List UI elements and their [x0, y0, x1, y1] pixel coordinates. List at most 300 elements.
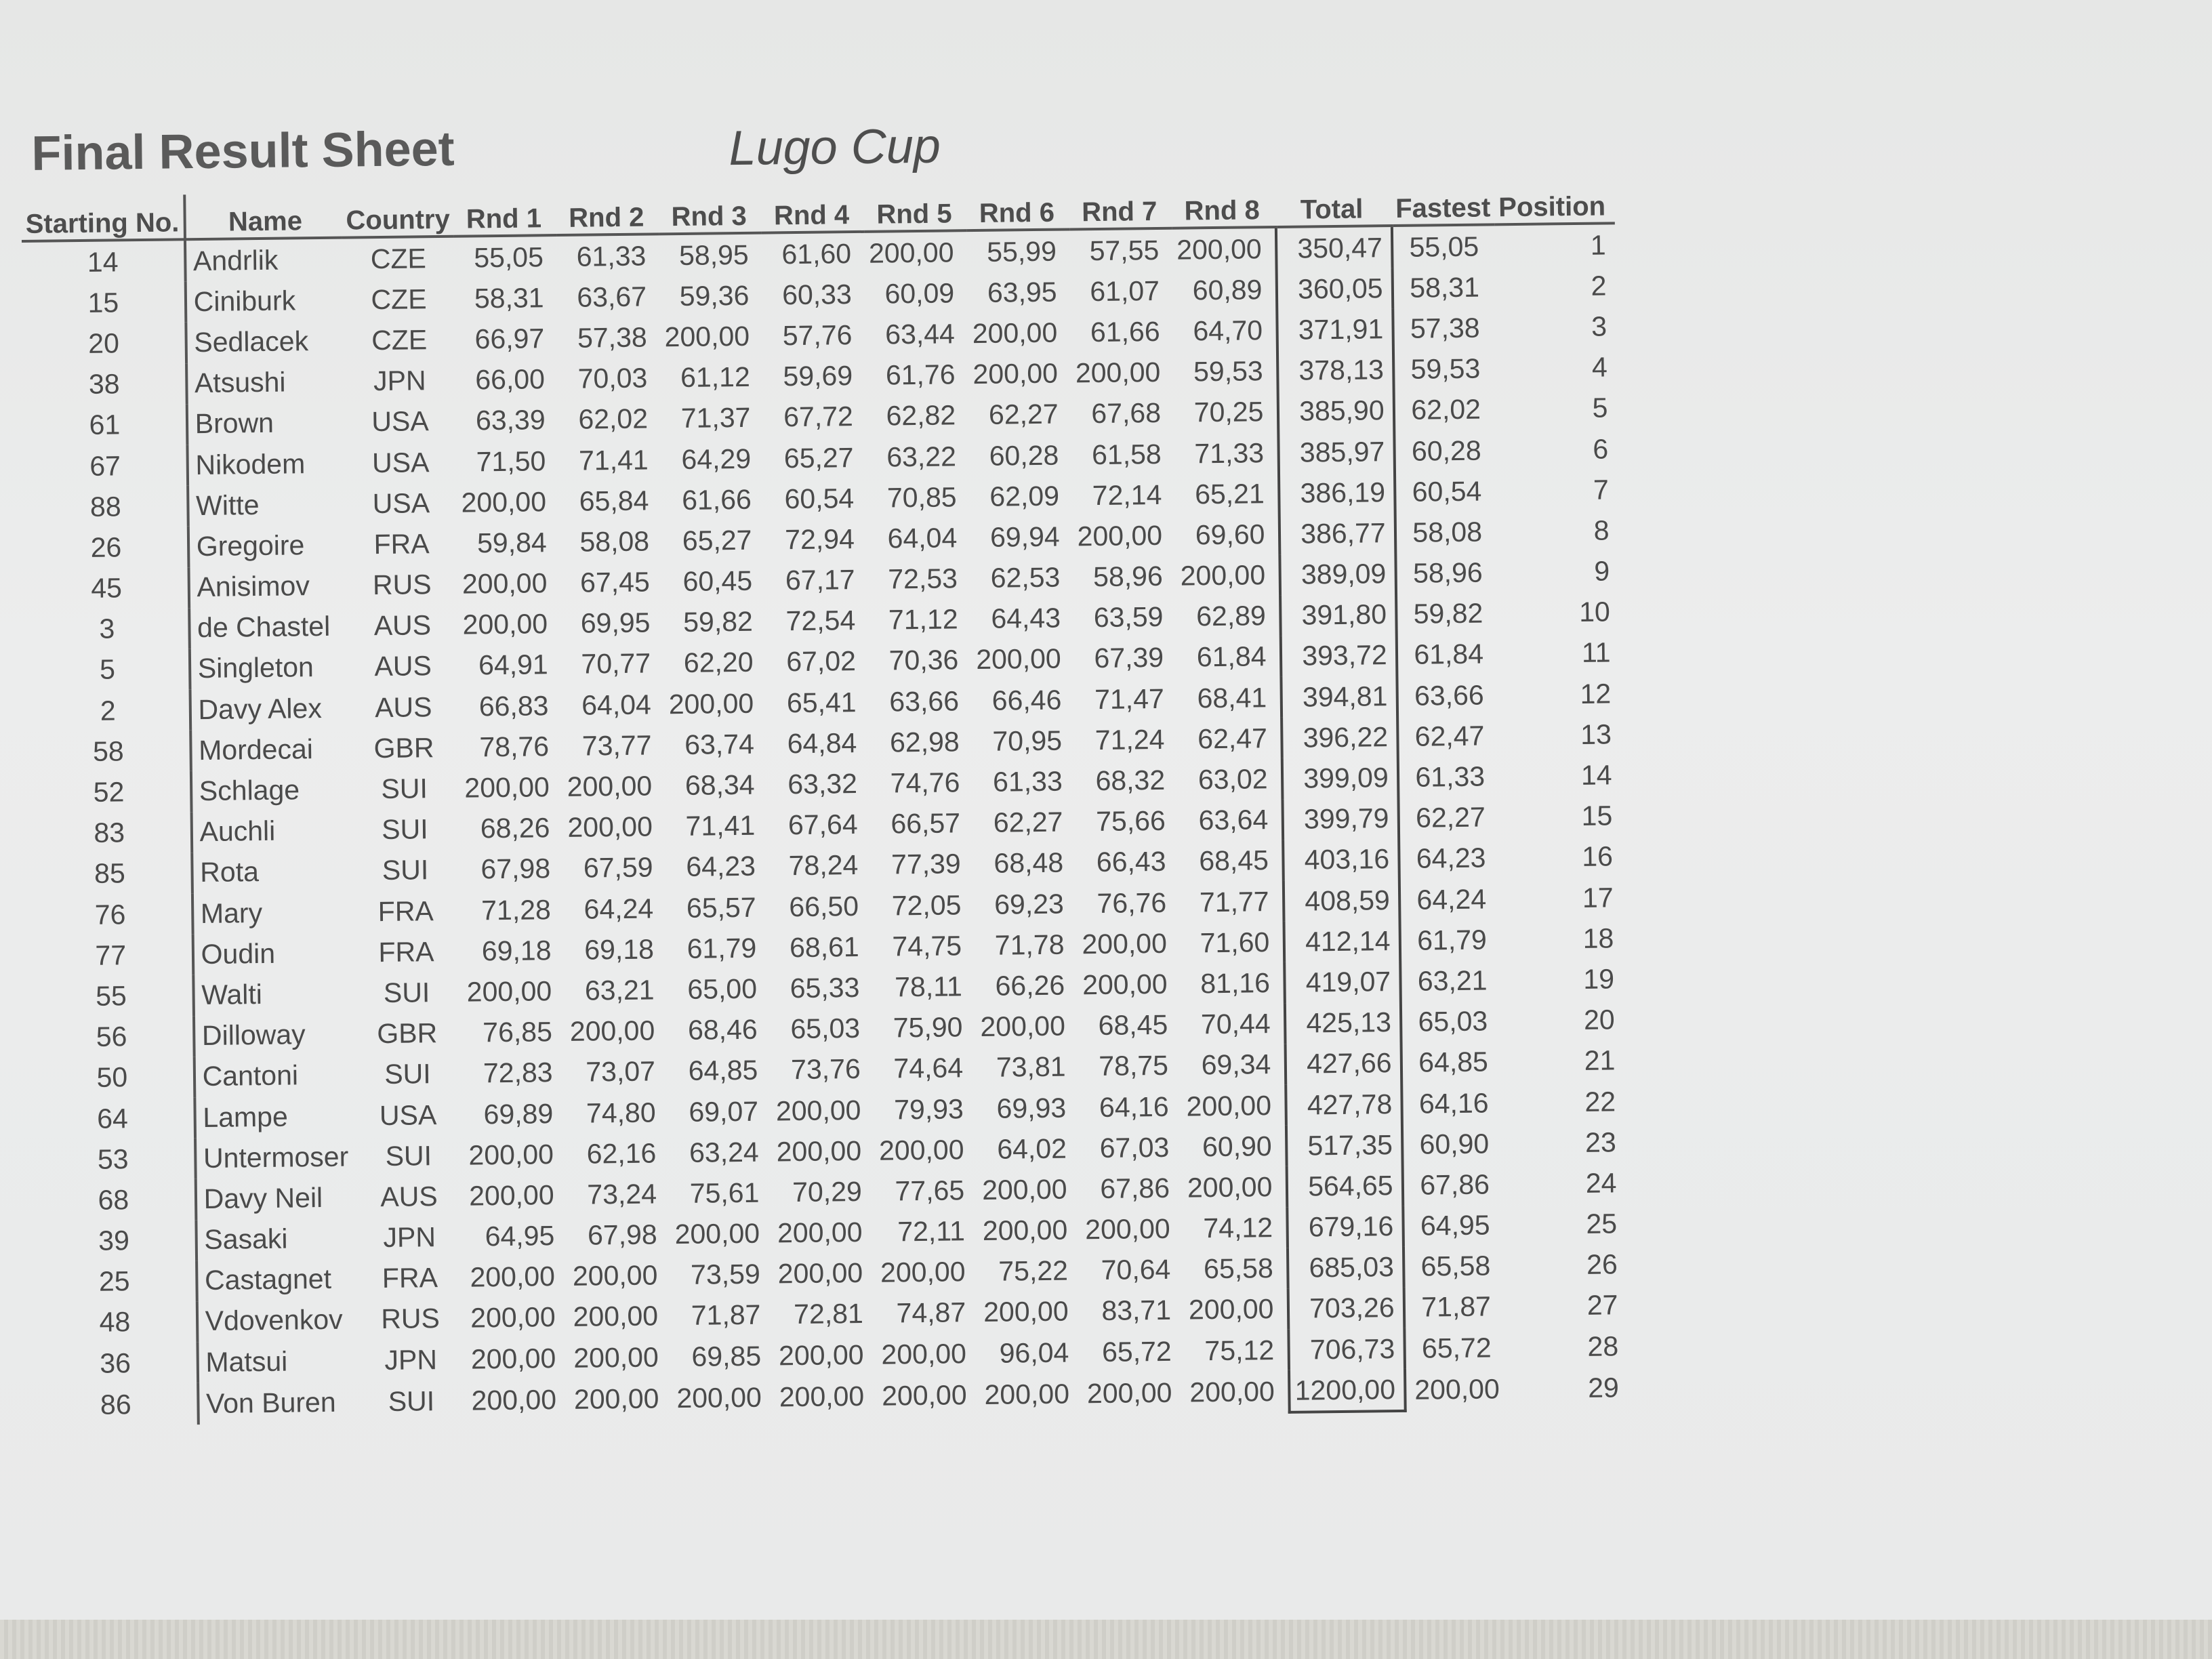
cell-name: Castagnet [204, 1263, 332, 1296]
cell-rnd-6: 200,00 [983, 1296, 1069, 1328]
cell-rnd-3: 75,61 [689, 1176, 760, 1209]
cell-rnd-5: 72,53 [888, 562, 958, 595]
cell-rnd-6: 66,46 [991, 684, 1062, 716]
cell-rnd-4: 72,54 [785, 605, 856, 637]
cell-rnd-7: 200,00 [1075, 356, 1161, 389]
cell-country: CZE [370, 242, 427, 274]
cell-total: 350,47 [1276, 226, 1392, 269]
cell-starting-no: 3 [26, 608, 189, 651]
cell-rnd-6: 200,00 [972, 316, 1058, 350]
cell-position: 6 [1593, 432, 1609, 465]
cell-total: 399,09 [1282, 757, 1398, 799]
cell-rnd-4: 200,00 [779, 1380, 865, 1413]
cell-rnd-7: 67,68 [1091, 397, 1162, 430]
cell-name: Dilloway [201, 1019, 306, 1052]
cell-country: AUS [374, 650, 432, 682]
cell-rnd-8: 60,90 [1202, 1130, 1272, 1163]
cell-total: 394,81 [1282, 676, 1397, 718]
cell-rnd-6: 71,78 [994, 928, 1065, 961]
column-header-rnd-4: Rnd 4 [762, 187, 865, 233]
column-header-rnd-7: Rnd 7 [1069, 184, 1172, 230]
cell-position: 13 [1580, 718, 1612, 750]
cell-total: 386,77 [1279, 512, 1395, 554]
cell-starting-no: 53 [32, 1138, 195, 1181]
cell-rnd-3: 64,85 [688, 1054, 758, 1087]
cell-rnd-5: 200,00 [881, 1379, 967, 1412]
cell-rnd-8: 74,12 [1203, 1212, 1273, 1244]
cell-rnd-4: 200,00 [776, 1134, 862, 1168]
cell-starting-no: 83 [28, 812, 192, 855]
cell-rnd-6: 66,26 [995, 969, 1065, 1002]
cell-position: 8 [1593, 514, 1610, 546]
cell-rnd-5: 75,90 [893, 1011, 963, 1044]
cell-rnd-6: 64,02 [997, 1132, 1067, 1165]
cell-fastest: 63,66 [1414, 679, 1484, 712]
cell-total: 419,07 [1285, 961, 1401, 1003]
cell-rnd-8: 65,58 [1203, 1252, 1273, 1285]
cell-total: 378,13 [1277, 350, 1393, 392]
cell-rnd-7: 66,43 [1096, 846, 1166, 878]
cell-rnd-1: 200,00 [468, 1179, 554, 1212]
cell-name: Auchli [199, 815, 276, 848]
cell-rnd-2: 69,18 [584, 933, 655, 966]
cell-rnd-8: 59,53 [1193, 355, 1263, 388]
cell-rnd-3: 200,00 [668, 687, 754, 720]
cell-country: AUS [380, 1181, 438, 1212]
cell-rnd-1: 64,95 [485, 1220, 555, 1252]
cell-position: 24 [1585, 1167, 1617, 1199]
cell-rnd-8: 69,34 [1201, 1048, 1271, 1081]
cell-rnd-1: 200,00 [461, 485, 547, 518]
cell-fastest: 61,33 [1415, 760, 1486, 793]
cell-rnd-1: 66,83 [478, 689, 549, 722]
cell-rnd-5: 63,44 [884, 318, 956, 350]
cell-rnd-4: 57,76 [782, 319, 853, 352]
cell-rnd-5: 66,57 [890, 807, 961, 840]
cell-rnd-8: 200,00 [1187, 1171, 1273, 1204]
cell-starting-no: 88 [24, 485, 188, 528]
cell-rnd-5: 62,98 [889, 726, 960, 758]
cell-rnd-2: 73,77 [581, 729, 652, 762]
cell-rnd-6: 200,00 [972, 357, 1059, 390]
cell-rnd-1: 55,05 [474, 241, 544, 274]
cell-rnd-8: 60,89 [1192, 274, 1263, 306]
cell-rnd-5: 70,85 [886, 481, 957, 514]
cell-rnd-4: 67,17 [785, 564, 855, 596]
cell-rnd-5: 74,76 [890, 766, 960, 799]
cell-rnd-3: 200,00 [664, 320, 750, 353]
cell-rnd-7: 200,00 [1086, 1376, 1172, 1410]
cell-fastest: 64,24 [1416, 883, 1487, 916]
cell-position: 23 [1584, 1126, 1616, 1158]
cell-rnd-2: 67,45 [579, 566, 651, 598]
cell-position: 10 [1578, 596, 1611, 628]
cell-rnd-1: 78,76 [479, 731, 550, 763]
cell-rnd-4: 200,00 [777, 1216, 863, 1249]
cell-country: AUS [373, 609, 432, 642]
cell-fastest: 63,21 [1417, 964, 1488, 997]
cell-rnd-3: 63,24 [689, 1136, 759, 1168]
cell-rnd-3: 59,82 [682, 606, 754, 638]
column-header-position: Position [1494, 178, 1616, 224]
cell-rnd-8: 81,16 [1200, 967, 1271, 1000]
cell-position: 16 [1582, 840, 1614, 873]
cell-position: 18 [1582, 922, 1614, 954]
cell-rnd-4: 200,00 [777, 1257, 863, 1290]
cell-rnd-2: 200,00 [569, 1015, 655, 1048]
cell-name: Vdovenkov [205, 1304, 343, 1337]
cell-rnd-1: 69,89 [483, 1097, 554, 1130]
cell-rnd-6: 200,00 [982, 1214, 1068, 1247]
cell-position: 21 [1584, 1044, 1616, 1077]
cell-starting-no: 14 [22, 239, 185, 283]
cell-fastest: 61,79 [1416, 924, 1488, 956]
cell-country: USA [371, 446, 430, 478]
cell-fastest: 62,27 [1415, 801, 1486, 834]
cell-starting-no: 61 [24, 404, 187, 447]
cell-rnd-2: 200,00 [573, 1382, 659, 1415]
cell-position: 11 [1581, 636, 1611, 669]
cell-starting-no: 38 [23, 363, 186, 406]
cell-rnd-3: 61,79 [687, 932, 757, 964]
cell-country: SUI [381, 813, 428, 846]
cell-country: FRA [382, 1262, 438, 1294]
results-table [21, 178, 1629, 1428]
cell-rnd-4: 67,64 [787, 808, 858, 841]
cell-name: Nikodem [195, 447, 306, 480]
cell-rnd-5: 78,11 [894, 970, 963, 1003]
cell-name: Schlage [199, 774, 300, 807]
cell-rnd-8: 65,21 [1194, 477, 1265, 510]
cell-rnd-6: 200,00 [980, 1010, 1066, 1043]
cell-country: JPN [383, 1221, 436, 1254]
cell-total: 412,14 [1284, 920, 1400, 962]
cell-rnd-6: 62,09 [989, 480, 1060, 512]
cell-rnd-8: 69,60 [1195, 518, 1265, 551]
cell-rnd-8: 71,33 [1194, 436, 1265, 469]
cell-total: 427,78 [1286, 1084, 1402, 1126]
cell-rnd-7: 70,64 [1101, 1254, 1171, 1286]
cell-name: Davy Alex [198, 692, 323, 725]
cell-starting-no: 64 [31, 1097, 194, 1140]
cell-total: 564,65 [1287, 1165, 1403, 1207]
cell-rnd-4: 72,81 [793, 1298, 864, 1330]
cell-rnd-4: 200,00 [775, 1094, 861, 1126]
cell-name: Mordecai [198, 733, 314, 766]
cell-name: Ciniburk [193, 285, 296, 317]
cell-fastest: 64,23 [1416, 842, 1486, 875]
cell-total: 517,35 [1286, 1124, 1402, 1166]
cell-country: SUI [384, 1058, 431, 1090]
cell-fastest: 60,90 [1419, 1128, 1490, 1160]
cell-fastest: 61,84 [1414, 638, 1484, 671]
cell-position: 25 [1586, 1208, 1618, 1240]
cell-position: 9 [1594, 555, 1610, 587]
cell-rnd-4: 66,50 [789, 890, 859, 922]
cell-rnd-2: 64,24 [583, 893, 654, 925]
cell-fastest: 62,02 [1411, 393, 1481, 426]
cell-rnd-5: 61,76 [885, 359, 956, 391]
cell-rnd-2: 71,41 [578, 444, 649, 476]
cell-name: de Chastel [197, 611, 331, 644]
cell-rnd-2: 62,16 [586, 1137, 657, 1170]
cell-rnd-8: 71,77 [1199, 885, 1269, 918]
cell-rnd-6: 62,27 [988, 398, 1059, 431]
column-header-starting-no: Starting No. [21, 194, 184, 241]
cell-rnd-7: 67,39 [1094, 642, 1164, 674]
cell-rnd-1: 76,85 [482, 1016, 553, 1048]
cell-rnd-4: 67,02 [786, 645, 857, 678]
cell-rnd-4: 64,84 [787, 726, 857, 760]
cell-starting-no: 55 [30, 975, 193, 1018]
cell-country: RUS [381, 1303, 441, 1335]
cell-fastest: 67,86 [1420, 1168, 1490, 1201]
cell-rnd-5: 70,36 [888, 644, 959, 676]
cell-rnd-1: 71,28 [480, 893, 552, 926]
column-header-rnd-8: Rnd 8 [1172, 182, 1276, 228]
cell-rnd-3: 200,00 [676, 1381, 762, 1414]
cell-rnd-3: 71,41 [685, 809, 756, 842]
cell-rnd-7: 63,59 [1093, 601, 1164, 634]
cell-position: 27 [1586, 1289, 1618, 1322]
cell-rnd-8: 200,00 [1180, 559, 1266, 592]
event-name: Lugo Cup [729, 119, 941, 176]
cell-total: 685,03 [1288, 1247, 1404, 1289]
cell-position: 28 [1587, 1330, 1619, 1362]
cell-position: 26 [1586, 1248, 1618, 1281]
cell-rnd-1: 200,00 [470, 1342, 556, 1375]
cell-rnd-6: 75,22 [998, 1254, 1069, 1288]
cell-country: SUI [382, 854, 429, 886]
cell-country: CZE [371, 283, 427, 315]
cell-rnd-1: 200,00 [468, 1138, 554, 1171]
cell-rnd-5: 77,65 [895, 1174, 965, 1207]
cell-rnd-1: 69,18 [481, 934, 552, 967]
cell-rnd-7: 61,07 [1090, 274, 1160, 307]
cell-name: Anisimov [197, 570, 310, 603]
cell-fastest: 59,53 [1410, 352, 1481, 385]
cell-name: Oudin [201, 937, 276, 970]
cell-rnd-5: 62,82 [886, 399, 956, 432]
cell-fastest: 62,47 [1414, 720, 1485, 752]
cell-total: 399,79 [1283, 798, 1399, 840]
cell-total: 706,73 [1289, 1328, 1405, 1370]
cell-country: FRA [378, 935, 434, 968]
cell-fastest: 59,82 [1413, 597, 1483, 630]
cell-total: 679,16 [1288, 1206, 1404, 1248]
cell-country: JPN [373, 365, 426, 397]
cell-rnd-7: 61,66 [1090, 315, 1160, 348]
cell-position: 1 [1590, 229, 1606, 261]
cell-rnd-7: 75,66 [1095, 805, 1166, 838]
cell-fastest: 64,85 [1418, 1046, 1489, 1079]
cell-rnd-6: 60,28 [989, 439, 1059, 472]
cell-rnd-2: 64,04 [581, 689, 652, 721]
cell-country: GBR [373, 731, 434, 764]
cell-rnd-2: 69,95 [580, 607, 651, 639]
cell-name: Atsushi [194, 366, 286, 399]
cell-rnd-1: 58,31 [474, 282, 544, 314]
cell-rnd-4: 67,72 [783, 401, 854, 433]
cell-country: RUS [372, 569, 432, 601]
cell-starting-no: 2 [27, 689, 190, 732]
cell-starting-no: 36 [34, 1342, 197, 1385]
cell-rnd-3: 71,87 [691, 1299, 761, 1332]
cell-rnd-5: 74,75 [892, 930, 962, 962]
cell-position: 19 [1583, 963, 1615, 995]
cell-rnd-5: 72,11 [897, 1215, 966, 1248]
cell-position: 12 [1580, 678, 1612, 710]
cell-rnd-6: 73,81 [996, 1050, 1066, 1084]
cell-rnd-7: 64,16 [1099, 1090, 1169, 1123]
cell-fastest: 64,95 [1420, 1209, 1490, 1242]
cell-rnd-1: 63,39 [475, 404, 546, 436]
cell-rnd-8: 62,47 [1197, 722, 1268, 755]
cell-starting-no: 48 [34, 1301, 197, 1344]
cell-name: Andrlik [192, 244, 279, 276]
cell-rnd-1: 200,00 [471, 1383, 557, 1416]
cell-rnd-4: 65,03 [790, 1012, 861, 1045]
cell-rnd-3: 65,00 [687, 972, 758, 1005]
column-header-rnd-5: Rnd 5 [864, 186, 967, 232]
cell-rnd-8: 63,64 [1198, 804, 1269, 836]
cell-rnd-2: 65,84 [579, 485, 649, 517]
cell-starting-no: 56 [30, 1016, 194, 1059]
cell-name: Singleton [197, 651, 314, 684]
cell-fastest: 65,72 [1421, 1332, 1492, 1364]
cell-rnd-8: 63,02 [1197, 763, 1268, 796]
cell-total: 403,16 [1284, 839, 1399, 881]
cell-rnd-6: 61,33 [992, 765, 1063, 798]
cell-rnd-8: 70,25 [1193, 396, 1264, 428]
cell-rnd-7: 68,45 [1098, 1009, 1168, 1042]
cell-rnd-3: 69,07 [689, 1095, 759, 1128]
cell-fastest: 71,87 [1421, 1290, 1492, 1324]
cell-total: 396,22 [1282, 716, 1398, 758]
cell-starting-no: 25 [33, 1261, 197, 1303]
column-header-total: Total [1276, 181, 1392, 227]
cell-starting-no: 45 [25, 567, 188, 610]
cell-starting-no: 76 [29, 893, 192, 936]
cell-position: 3 [1591, 310, 1607, 342]
column-header-fastest: Fastest [1391, 180, 1495, 226]
cell-country: CZE [371, 324, 428, 356]
cell-rnd-1: 67,98 [480, 853, 551, 885]
cell-rnd-2: 67,98 [587, 1218, 657, 1251]
cell-rnd-5: 74,87 [896, 1296, 966, 1329]
cell-starting-no: 26 [25, 527, 188, 569]
cell-rnd-3: 200,00 [674, 1217, 760, 1250]
cell-rnd-1: 200,00 [466, 975, 552, 1008]
cell-name: Untermoser [203, 1141, 349, 1174]
cell-position: 5 [1592, 392, 1608, 424]
cell-fastest: 60,54 [1412, 475, 1482, 508]
cell-name: Sedlacek [194, 325, 309, 359]
column-header-name: Name [184, 193, 342, 240]
cell-starting-no: 67 [24, 445, 187, 487]
cell-rnd-8: 68,41 [1197, 681, 1267, 714]
cell-rnd-2: 73,24 [587, 1178, 657, 1210]
cell-rnd-5: 71,12 [888, 603, 958, 636]
cell-rnd-2: 70,77 [581, 647, 651, 680]
cell-rnd-5: 72,05 [891, 888, 962, 922]
cell-rnd-5: 60,09 [884, 277, 955, 310]
cell-rnd-8: 68,45 [1199, 844, 1269, 877]
cell-rnd-4: 65,27 [783, 441, 854, 474]
cell-starting-no: 68 [33, 1179, 196, 1221]
cell-rnd-4: 59,69 [783, 360, 853, 392]
cell-rnd-6: 68,48 [994, 847, 1064, 880]
cell-rnd-7: 71,47 [1094, 682, 1165, 715]
cell-name: Cantoni [202, 1059, 299, 1092]
cell-rnd-5: 64,04 [887, 522, 958, 554]
cell-rnd-4: 200,00 [778, 1338, 864, 1372]
cell-rnd-5: 74,64 [893, 1052, 964, 1084]
cell-rnd-5: 200,00 [881, 1337, 967, 1370]
cell-rnd-6: 96,04 [999, 1336, 1069, 1369]
cell-total: 391,80 [1280, 594, 1396, 636]
cell-rnd-1: 66,97 [474, 323, 545, 355]
cell-rnd-3: 64,29 [681, 443, 752, 475]
cell-fastest: 64,16 [1418, 1087, 1489, 1120]
cell-rnd-5: 200,00 [868, 236, 954, 269]
cell-rnd-7: 57,55 [1089, 234, 1160, 266]
column-header-rnd-6: Rnd 6 [966, 184, 1069, 230]
cell-rnd-7: 200,00 [1084, 1212, 1170, 1246]
cell-total: 427,66 [1286, 1043, 1401, 1085]
cell-rnd-7: 67,03 [1099, 1131, 1170, 1164]
cell-fastest: 58,96 [1412, 556, 1483, 589]
cell-rnd-2: 67,59 [583, 851, 653, 884]
cell-starting-no: 39 [33, 1220, 196, 1263]
cell-total: 385,97 [1279, 431, 1395, 473]
cell-rnd-3: 62,20 [683, 647, 754, 679]
cell-rnd-5: 200,00 [880, 1256, 966, 1288]
cell-name: Rota [199, 856, 260, 888]
cell-rnd-4: 68,61 [789, 930, 859, 963]
cell-starting-no: 58 [27, 730, 190, 773]
cell-name: Mary [200, 897, 263, 929]
cell-fastest: 58,31 [1410, 271, 1480, 304]
cell-position: 29 [1587, 1372, 1620, 1404]
cell-rnd-4: 61,60 [781, 237, 852, 270]
cell-rnd-8: 62,89 [1195, 600, 1267, 632]
cell-rnd-6: 63,95 [987, 276, 1057, 308]
cell-name: Witte [195, 489, 260, 521]
cell-rnd-3: 63,74 [684, 728, 755, 760]
cell-rnd-6: 200,00 [976, 643, 1061, 676]
cell-rnd-2: 70,03 [577, 362, 648, 394]
cell-rnd-7: 67,86 [1100, 1172, 1170, 1204]
cell-position: 14 [1580, 759, 1612, 791]
cell-rnd-2: 200,00 [573, 1341, 659, 1374]
cell-fastest: 60,28 [1411, 434, 1481, 467]
cell-rnd-3: 60,45 [682, 565, 753, 598]
cell-rnd-3: 61,66 [681, 483, 752, 516]
cell-starting-no: 52 [28, 771, 191, 814]
cell-rnd-8: 64,70 [1193, 314, 1263, 347]
cell-fastest: 55,05 [1409, 230, 1479, 263]
cell-country: SUI [383, 977, 430, 1008]
cell-rnd-7: 83,71 [1101, 1294, 1172, 1327]
cell-country: SUI [381, 773, 428, 805]
cell-position: 7 [1593, 474, 1610, 506]
cell-name: Von Buren [205, 1386, 336, 1419]
column-header-rnd-3: Rnd 3 [659, 188, 762, 234]
cell-rnd-3: 65,57 [686, 891, 756, 924]
cell-rnd-7: 76,76 [1097, 886, 1167, 919]
cell-rnd-1: 59,84 [476, 527, 547, 559]
